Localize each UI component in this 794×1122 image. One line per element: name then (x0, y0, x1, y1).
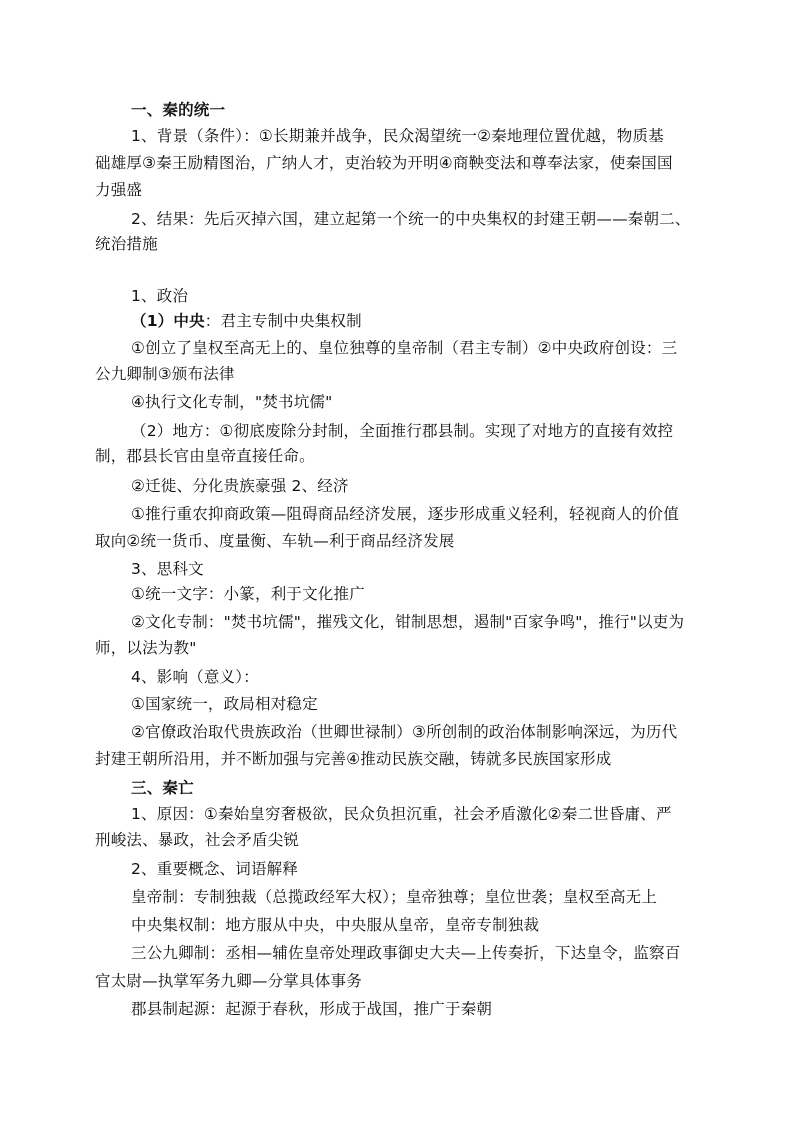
subheading-influence: 4、影响（意义）： (131, 668, 259, 686)
text-line: （2）地方：①彻底废除分封制，全面推行郡县制。实现了对地方的直接有效控 (131, 422, 674, 440)
definition-centralization: 中央集权制：地方服从中央，中央服从皇帝，皇帝专制独裁 (131, 916, 540, 934)
text-line: ①统一文字：小篆，利于文化推广 (131, 585, 365, 603)
text-line: 取向②统一货币、度量衡、车轨—利于商品经济发展 (95, 532, 455, 550)
section-heading-qin-fall: 三、秦亡 (131, 779, 194, 797)
definition-emperor-system: 皇帝制：专制独裁（总揽政经军大权）；皇帝独尊；皇位世袭；皇权至高无上 (131, 888, 658, 906)
text-line: 力强盛 (95, 181, 143, 199)
subheading-thought-culture: 3、思科文 (131, 560, 204, 578)
text-line: 础雄厚③秦王励精图治，广纳人才，吏治较为开明④商鞅变法和尊奉法家，使秦国国 (95, 154, 673, 172)
text-line: 1、原因：①秦始皇穷奢极欲，民众负担沉重，社会矛盾激化②秦二世昏庸、严 (131, 805, 672, 823)
subheading-politics: 1、政治 (131, 287, 189, 305)
text-line: ②迁徙、分化贵族豪强 2、经济 (131, 477, 349, 495)
text-line: ①国家统一，政局相对稳定 (131, 695, 318, 713)
text-line: 官太尉—执掌军务九卿—分掌具体事务 (95, 972, 362, 990)
text-line: ①推行重农抑商政策—阻碍商品经济发展，逐步形成重义轻利，轻视商人的价值 (131, 505, 679, 523)
text-line: 公九卿制③颁布法律 (95, 365, 235, 383)
subheading-central (131, 311, 362, 331)
text-line: 刑峻法、暴政，社会矛盾尖锐 (95, 831, 300, 849)
text-line: 制，郡县长官由皇帝直接任命。 (95, 447, 315, 465)
text-line: 统治措施 (95, 235, 158, 253)
central-label: （1）中央 (131, 312, 205, 330)
section-heading-qin-unification: 一、秦的统一 (131, 101, 226, 119)
definition-three-ministers: 三公九卿制：丞相—辅佐皇帝处理政事御史大夫—上传奏折，下达皇令，监察百 (131, 944, 681, 962)
subheading-concepts: 2、重要概念、词语解释 (131, 860, 299, 878)
text-line: 封建王朝所沿用，并不断加强与完善④推动民族交融，铸就多民族国家形成 (95, 750, 612, 768)
text-line: ①创立了皇权至高无上的、皇位独尊的皇帝制（君主专制）②中央政府创设：三 (131, 339, 678, 357)
central-text: ：君主专制中央集权制 (204, 312, 362, 330)
text-line: ②文化专制："焚书坑儒"，摧残文化，钳制思想，遏制"百家争鸣"，推行"以吏为 (131, 613, 685, 631)
text-line: ②官僚政治取代贵族政治（世卿世禄制）③所创制的政治体制影响深远，为历代 (131, 723, 678, 741)
definition-commandery-origin: 郡县制起源：起源于春秋，形成于战国，推广于秦朝 (131, 1000, 493, 1018)
text-line: 1、背景（条件）：①长期兼并战争，民众渴望统一②秦地理位置优越，物质基 (131, 127, 664, 145)
text-line: 师，以法为教" (95, 639, 197, 657)
text-line: ④执行文化专制，"焚书坑儒" (131, 393, 333, 411)
text-line: 2、结果：先后灭掉六国，建立起第一个统一的中央集权的封建王朝——秦朝二、 (131, 210, 691, 228)
